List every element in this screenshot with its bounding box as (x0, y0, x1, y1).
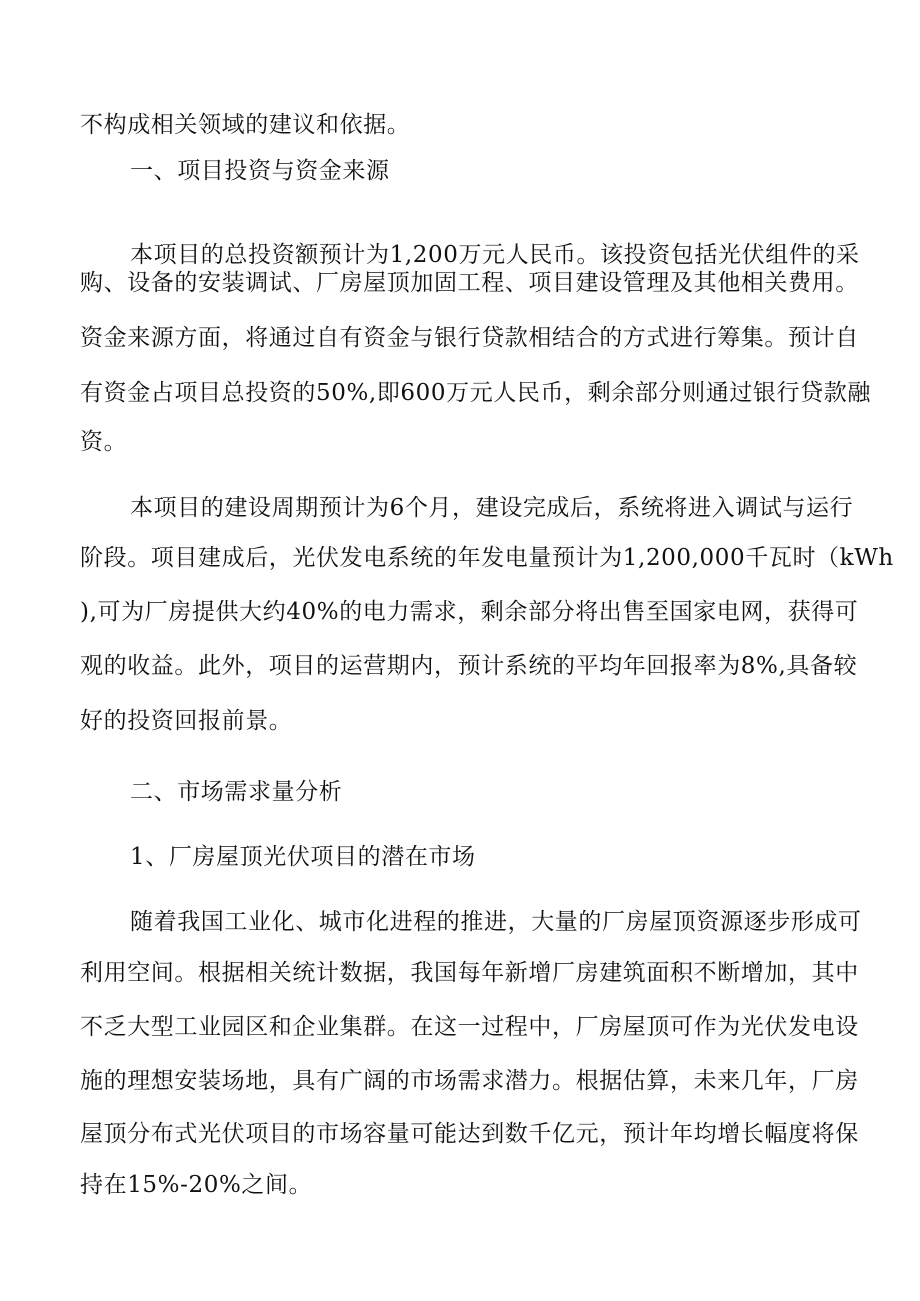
paragraph-line: 随着我国工业化、城市化进程的推进，大量的厂房屋顶资源逐步形成可 (130, 909, 862, 935)
section-2-heading: 二、市场需求量分析 (130, 779, 343, 805)
paragraph-line: 利用空间。根据相关统计数据，我国每年新增厂房建筑面积不断增加，其中 (80, 960, 859, 986)
paragraph-line: 观的收益。此外，项目的运营期内，预计系统的平均年回报率为8%,具备较 (80, 653, 858, 679)
paragraph-line: 不乏大型工业园区和企业集群。在这一过程中，厂房屋顶可作为光伏发电设 (80, 1014, 859, 1040)
section-2-subheading: 1、厂房屋顶光伏项目的潜在市场 (130, 844, 476, 870)
paragraph-line: 好的投资回报前景。 (80, 708, 293, 734)
paragraph-line: 阶段。项目建成后，光伏发电系统的年发电量预计为1,200,000千瓦时（kWh (80, 545, 894, 571)
paragraph-line: 购、设备的安装调试、厂房屋顶加固工程、项目建设管理及其他相关费用。 (80, 270, 859, 296)
paragraph-line: 本项目的总投资额预计为1,200万元人民币。该投资包括光伏组件的采 (130, 242, 860, 268)
paragraph-line: ),可为厂房提供大约40%的电力需求，剩余部分将出售至国家电网，获得可 (80, 599, 859, 625)
paragraph-line: 持在15%-20%之间。 (80, 1172, 313, 1198)
intro-tail-text: 不构成相关领域的建议和依据。 (80, 112, 411, 138)
paragraph-line: 资金来源方面，将通过自有资金与银行贷款相结合的方式进行筹集。预计自 (80, 325, 859, 351)
paragraph-line: 有资金占项目总投资的50%,即600万元人民币，剩余部分则通过银行贷款融 (80, 380, 871, 406)
section-1-heading: 一、项目投资与资金来源 (130, 158, 390, 184)
paragraph-line: 施的理想安装场地，具有广阔的市场需求潜力。根据估算，未来几年，厂房 (80, 1068, 859, 1094)
paragraph-line: 屋顶分布式光伏项目的市场容量可能达到数千亿元，预计年均增长幅度将保 (80, 1121, 859, 1147)
paragraph-line: 资。 (80, 429, 128, 455)
paragraph-line: 本项目的建设周期预计为6个月，建设完成后，系统将进入调试与运行 (130, 495, 854, 521)
